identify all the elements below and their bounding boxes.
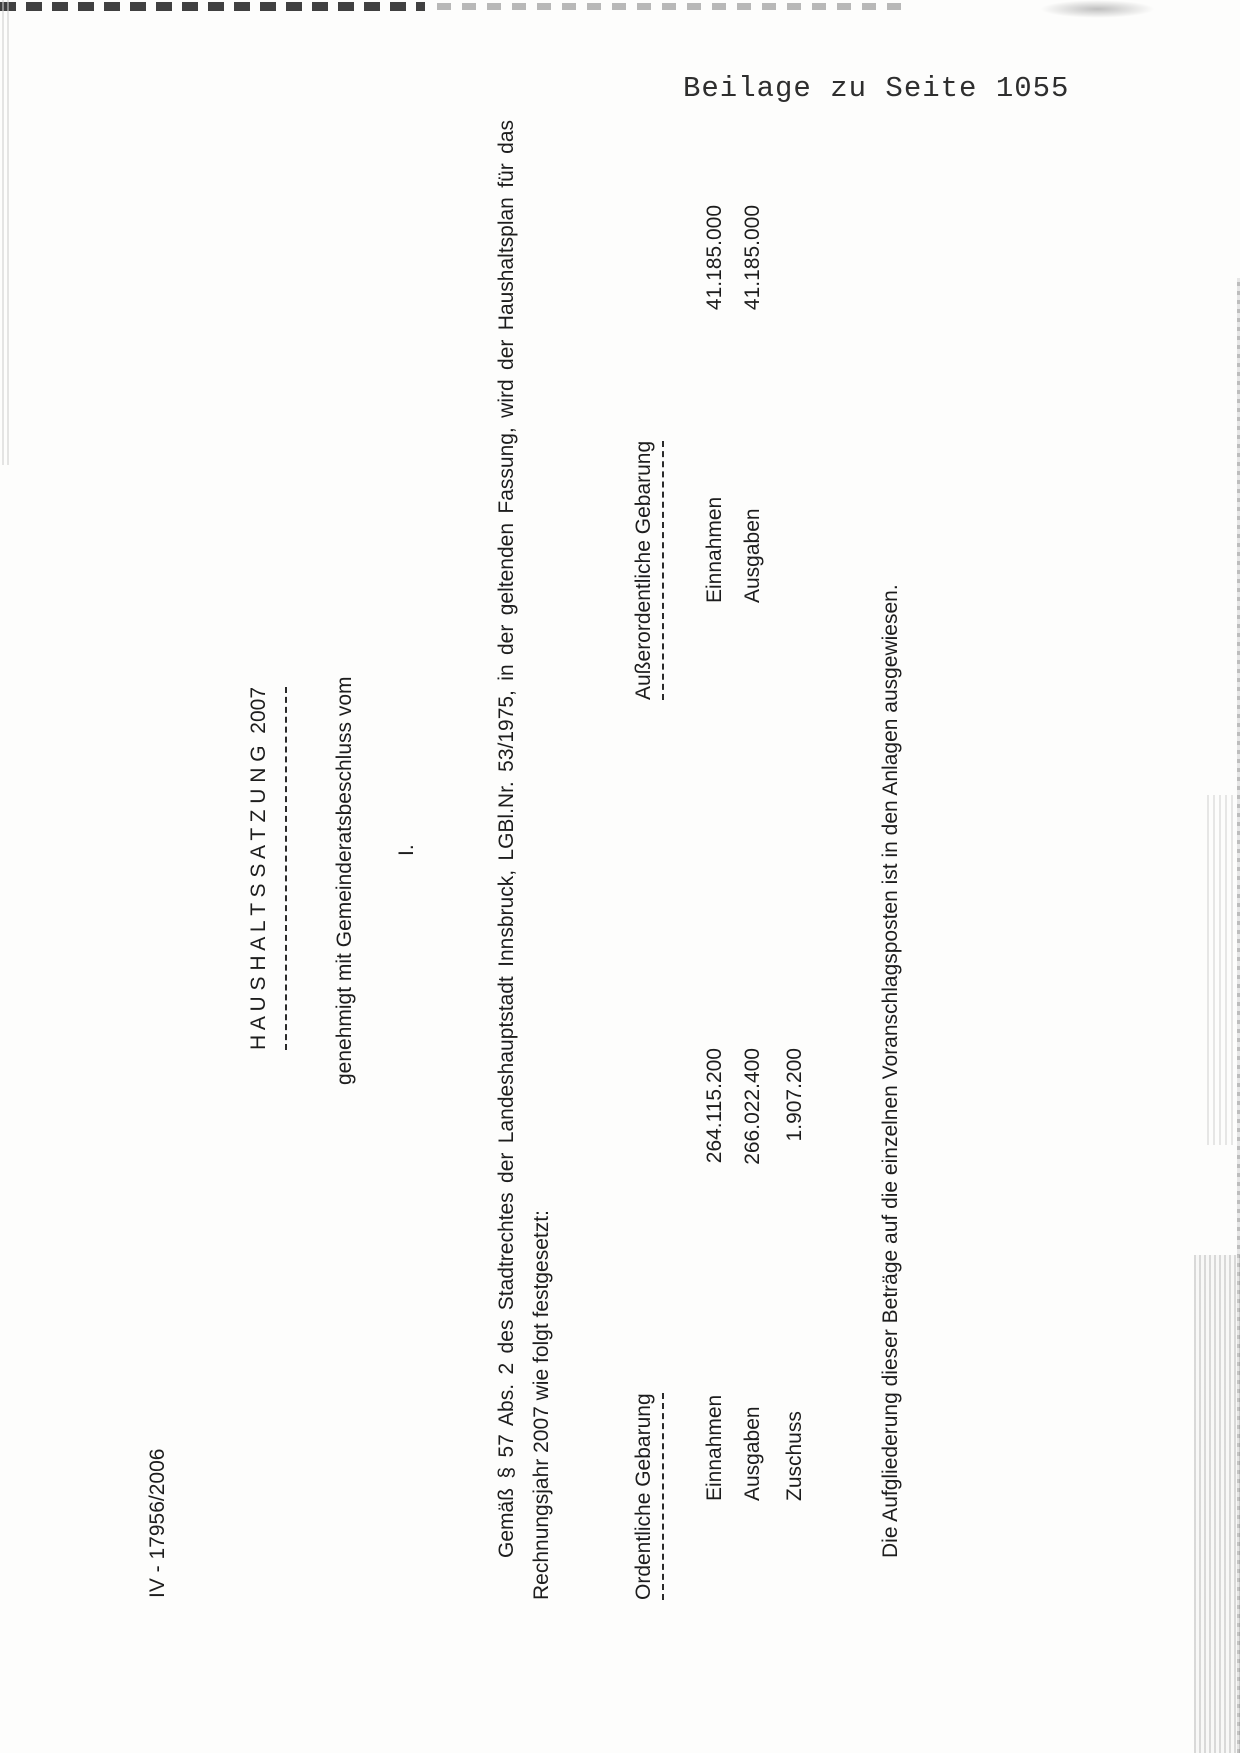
intro-paragraph-line-1: Gemäß § 57 Abs. 2 des Stadtrechtes der Landeshauptstadt Innsbruck, LGBl.Nr. 53/1975, in der geltenden Fassung, wird der Haushaltsplan für das (495, 120, 518, 1558)
closing-paragraph: Die Aufgliederung dieser Beträge auf die einzelnen Voranschlagsposten ist in den Anlagen ausgewiesen. (879, 584, 902, 1558)
extraordinary-row-label: Einnahmen (703, 496, 726, 603)
ordinary-row-label: Ausgaben (741, 1406, 764, 1501)
ordinary-row-label: Einnahmen (703, 1394, 726, 1501)
extraordinary-section-heading: Außerordentliche Gebarung (631, 441, 664, 700)
ordinary-section-heading: Ordentliche Gebarung (631, 1393, 664, 1600)
page-reference-stamp: Beilage zu Seite 1055 (683, 72, 1070, 105)
ordinary-row-label: Zuschuss (783, 1411, 806, 1501)
extraordinary-row-value: 41.185.000 (741, 205, 764, 311)
extraordinary-row-label: Ausgaben (741, 508, 764, 603)
document-title: H A U S H A L T S S A T Z U N G 2007 (246, 687, 287, 1050)
extraordinary-row-value: 41.185.000 (703, 205, 726, 311)
ordinary-row-value: 264.115.200 (703, 1048, 726, 1164)
ordinary-row-value: 1.907.200 (783, 1048, 806, 1142)
ordinary-row-value: 266.022.400 (741, 1048, 764, 1165)
section-numeral: I. (395, 844, 418, 856)
file-number: IV - 17956/2006 (146, 1448, 169, 1598)
intro-paragraph-line-2: Rechnungsjahr 2007 wie folgt festgesetzt: (530, 1210, 553, 1600)
approval-line: genehmigt mit Gemeinderatsbeschluss vom (333, 676, 356, 1085)
